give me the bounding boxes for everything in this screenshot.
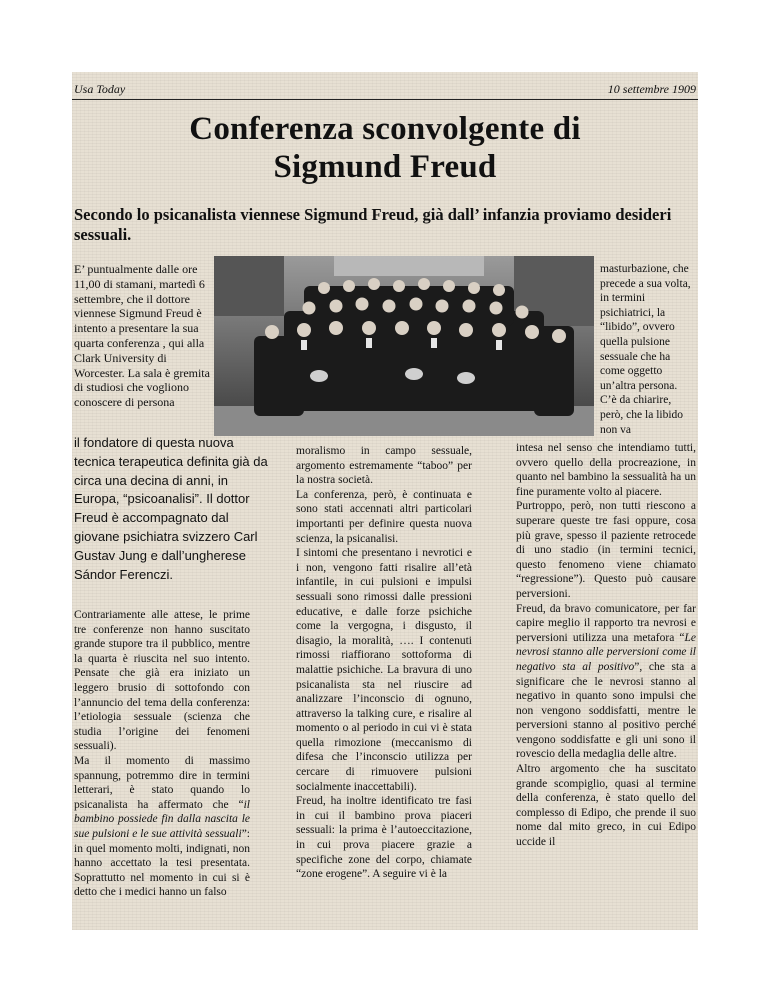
paragraph: Contrariamente alle attese, le prime tre conferenze non hanno suscitato grande stupore tra il pubblico, mentre la quarta è riuscita nel suo intento. Pensate che già era iniziato un leggero brusio di sottofondo con l’annuncio del tema della conferenza: l’etiologia sessuale (scienza che studia l’origine dei fenomeni sessuali).: [74, 609, 250, 753]
headline: [72, 110, 698, 186]
text-run: Freud, da bravo comunicatore, per far capire meglio il rapporto tra nevrosi e perversioni utilizza una metafora “: [516, 602, 696, 644]
article-column-1-bottom: [74, 608, 250, 900]
paragraph: Altro argomento che ha suscitato grande scompiglio, quasi al termine della conferenza, è stato quello del complesso di Edipo, che prende il suo nome dal mito greco, in cui Edipo uccide il: [516, 763, 696, 849]
group-photo-image: [214, 256, 594, 436]
paragraph: intesa nel senso che intendiamo tutti, ovvero quello della procreazione, in quanto nel bambino la sessualità ha un fine puramente volto al piacere.: [516, 442, 696, 498]
paragraph: La conferenza, però, è continuata e sono stati accennati altri particolari importanti per definire questa nuova scienza, la psicanalisi.: [296, 488, 472, 545]
group-photo: [214, 256, 594, 436]
headline-line-1: Conferenza sconvolgente di: [189, 111, 581, 147]
paragraph: I sintomi che presentano i nevrotici e i non, vengono fatti risalire all’età infantile, in cui pulsioni e impulsi sessuali sono rimossi dalle pressioni educative, e dalle forze psichiche come la vergogna, i disgusto, il disagio, la moralità, …. I contenuti rimossi riaffiorano sottoforma di malattie psichiche. La bravura di uno psicanalista sta nel riuscire ad analizzare l’inconscio di ognuno, attraverso la talking cure, e risalire al momento o al periodo in cui vi è stata quella rimozione (meccanismo di difesa che l’inconscio utilizza per cercare di rimuovere pulsioni socialmente inaccettabili).: [296, 547, 472, 793]
article-column-1-top: E’ puntualmente dalle ore 11,00 di stamani, martedì 6 settembre, che il dottore viennese Sigmund Freud è intento a presentare la sua quarta conferenza , qui alla Clark University di Worcester. La sala è gremita di studiosi che vogliono conoscere di persona: [74, 262, 210, 410]
masthead-divider: [72, 99, 698, 100]
headline-line-2: Sigmund Freud: [273, 149, 497, 185]
paragraph: [74, 754, 250, 900]
paragraph: Purtroppo, però, non tutti riescono a superare queste tre fasi oppure, cosa più grave, spesso il paziente retrocede di uno stadio (in termini tecnici, questo fenomeno viene chiamato “regressione”). Questo può causare perversioni.: [516, 500, 696, 600]
paragraph: moralismo in campo sessuale, argomento estremamente “taboo” per la nostra società.: [296, 445, 472, 487]
masthead: [72, 78, 698, 96]
publication-name: Usa Today: [74, 82, 126, 96]
quote: il bambino possiede fin dalla nascita le sue pulsioni e le sue attività sessuali: [74, 798, 250, 840]
text-run: ”: in quel momento molti, indignati, non hanno accettato la tesi presentata. Soprattutto nel momento in cui si è detto che i medici hanno un falso: [74, 827, 250, 899]
article-column-2: [296, 444, 472, 882]
text-run: ”, che sta a significare che le nevrosi stanno al negativo in quanto sono impulsi che non vengono soddisfatti, mentre le perversioni stanno al positivo perché vengono soddisfatte e gli uni sono il rovescio della medaglia delle altre.: [516, 660, 696, 761]
article-column-3-top: masturbazione, che precede a sua volta, in termini psichiatrici, la “libido”, ovvero quella pulsione sessuale che ha come oggetto un’altra persona. C’è da chiarire, però, che la libido non va: [600, 263, 691, 436]
text-run: Ma il momento di massimo spannung, potremmo dire in termini letterari, è stato quando lo psicanalista ha affermato che “: [74, 754, 250, 811]
quote: Le nevrosi stanno alle perversioni come il negativo sta al positivo: [516, 631, 696, 673]
article-column-3: [516, 441, 696, 850]
paragraph: [516, 602, 696, 763]
subheadline: Secondo lo psicanalista viennese Sigmund Freud, già dall’ infanzia proviamo desideri sessuali.: [74, 205, 672, 244]
paragraph: Freud, ha inoltre identificato tre fasi in cui il bambino prova piaceri sessuali: la prima è l’autoeccitazione, in cui prova piacere grazie a specifiche zone del corpo, chiamate “zone erogene”. A seguire vi è la: [296, 795, 472, 881]
newspaper-page: [72, 72, 698, 930]
article-column-1-large: il fondatore di questa nuova tecnica terapeutica definita già da circa una decina di anni, in Europa, “psicoanalisi”. Il dottor Freud è accompagnato dal giovane psichiatra svizzero Carl Gustav Jung e dall’ungherese Sándor Ferenczi.: [74, 435, 268, 582]
issue-date: 10 settembre 1909: [607, 82, 696, 96]
